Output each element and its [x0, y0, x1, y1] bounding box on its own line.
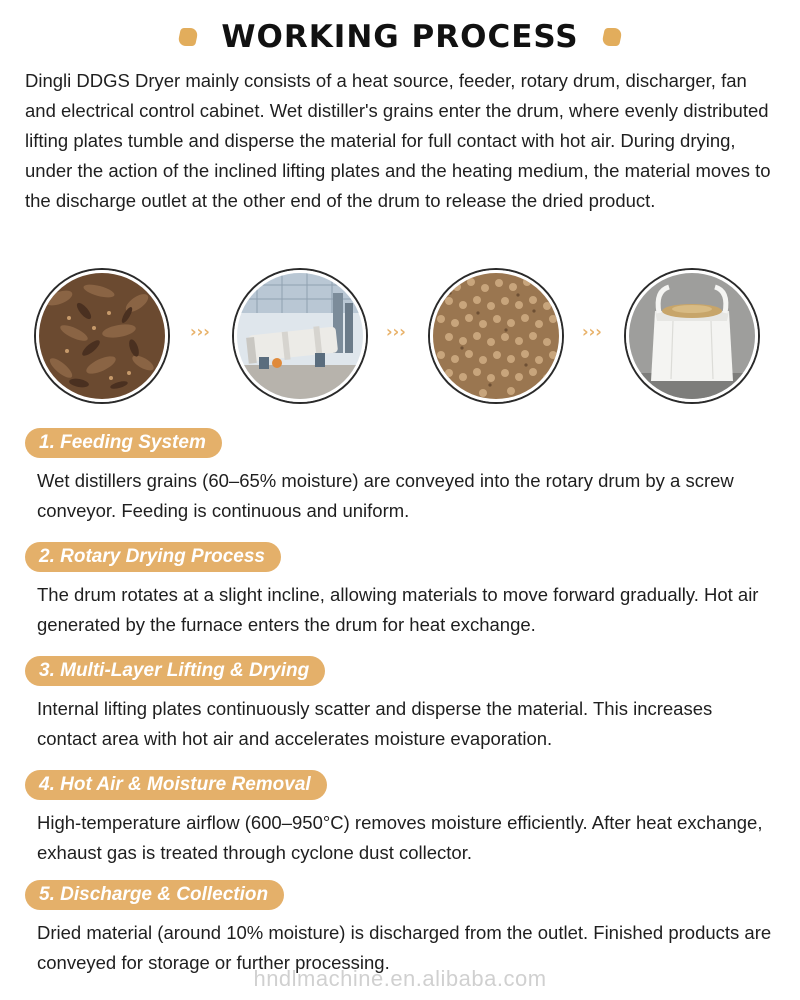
- arrow-icon: ›››: [582, 322, 602, 341]
- section-title-discharge: 5. Discharge & Collection: [25, 880, 284, 910]
- bulk-bag-image: [626, 270, 758, 402]
- section-title-lifting-drying: 3. Multi-Layer Lifting & Drying: [25, 656, 325, 686]
- rotary-dryer-image: [234, 270, 366, 402]
- flow-arrow-1: [190, 322, 230, 342]
- flow-arrow-3: [582, 322, 622, 342]
- process-flow: [0, 270, 800, 400]
- arrow-icon: ›››: [386, 322, 406, 341]
- intro-paragraph: Dingli DDGS Dryer mainly consists of a heat source, feeder, rotary drum, discharger, fan and electrical control cabinet. Wet distiller's grains enter the drum, where evenly distributed lifting plates tumble and disperse the material for full contact with hot air. During drying, under the action of the inclined lifting plates and the heating medium, the material moves to the discharge outlet at the other end of the drum to release the dried product.: [25, 70, 771, 211]
- watermark: hndlmachine.en.alibaba.com: [253, 966, 547, 991]
- page-header: [0, 14, 800, 60]
- title-accent-right: [601, 28, 623, 46]
- arrow-icon: ›››: [190, 322, 210, 341]
- wet-grains-image: [36, 270, 168, 402]
- section-title-moisture-removal: 4. Hot Air & Moisture Removal: [25, 770, 327, 800]
- section-text-lifting-drying: Internal lifting plates continuously scatter and disperse the material. This increases contact area with hot air and accelerates moisture evaporation.: [37, 698, 713, 749]
- title-accent-left: [177, 28, 199, 46]
- section-text-moisture-removal: High-temperature airflow (600–950°C) removes moisture efficiently. After heat exchange, exhaust gas is treated through cyclone dust collector.: [37, 812, 763, 863]
- flow-arrow-2: [386, 322, 426, 342]
- section-text-discharge: Dried material (around 10% moisture) is discharged from the outlet. Finished products are conveyed for storage or further processing.: [37, 922, 772, 973]
- section-title-rotary-drying: 2. Rotary Drying Process: [25, 542, 281, 572]
- page-title: WORKING PROCESS: [221, 19, 579, 55]
- section-title-feeding: 1. Feeding System: [25, 428, 222, 458]
- dried-pellets-image: [430, 270, 562, 402]
- section-text-rotary-drying: The drum rotates at a slight incline, allowing materials to move forward gradually. Hot air generated by the furnace enters the drum for heat exchange.: [37, 584, 759, 635]
- section-text-feeding: Wet distillers grains (60–65% moisture) are conveyed into the rotary drum by a screw conveyor. Feeding is continuous and uniform.: [37, 470, 734, 521]
